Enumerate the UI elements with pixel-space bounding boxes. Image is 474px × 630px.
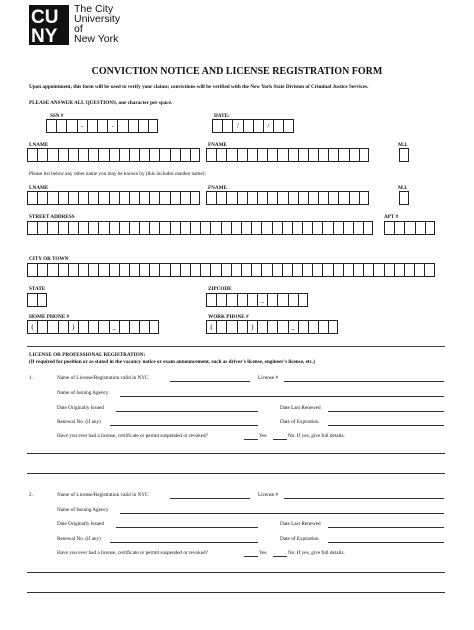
alt-lname-box[interactable] bbox=[149, 191, 159, 205]
street-box[interactable] bbox=[292, 221, 302, 235]
suspension-question: Have you ever had a license, certificate or permit suspended or revoked? bbox=[57, 433, 208, 439]
lname-box[interactable] bbox=[37, 148, 47, 162]
street-box[interactable] bbox=[322, 221, 332, 235]
zip-dash: _ bbox=[257, 293, 267, 307]
lname-box[interactable] bbox=[190, 148, 200, 162]
fname-box[interactable] bbox=[216, 148, 226, 162]
apt-box[interactable] bbox=[415, 221, 425, 235]
city-box[interactable] bbox=[58, 263, 68, 277]
last-renewed-field[interactable] bbox=[328, 411, 444, 412]
street-box[interactable] bbox=[88, 221, 98, 235]
issuing-agency-label: Name of Issuing Agency bbox=[57, 507, 109, 513]
work-phone-box[interactable] bbox=[318, 320, 328, 334]
date-box[interactable] bbox=[243, 119, 253, 133]
work-phone-box[interactable] bbox=[328, 320, 338, 334]
alt-fname-box[interactable] bbox=[308, 191, 318, 205]
street-box[interactable] bbox=[37, 221, 47, 235]
details-line[interactable] bbox=[27, 473, 445, 474]
work-phone-box[interactable] bbox=[298, 320, 308, 334]
street-box[interactable] bbox=[272, 221, 282, 235]
alt-mi-cell[interactable] bbox=[399, 191, 409, 205]
ssn-box[interactable] bbox=[66, 119, 76, 133]
date-box[interactable] bbox=[253, 119, 263, 133]
lname-box[interactable] bbox=[88, 148, 98, 162]
apt-boxes[interactable] bbox=[384, 221, 435, 235]
city-box[interactable] bbox=[322, 263, 332, 277]
license-heading: LICENSE OR PROFESSIONAL REGISTRATION: bbox=[29, 352, 146, 358]
work-phone-box[interactable] bbox=[257, 320, 267, 334]
university-line: University bbox=[74, 13, 121, 25]
alt-fname-box[interactable] bbox=[359, 191, 369, 205]
street-box[interactable] bbox=[190, 221, 200, 235]
state-label: STATE bbox=[29, 286, 46, 292]
issuing-agency-field[interactable] bbox=[120, 396, 444, 397]
date-issued-field[interactable] bbox=[116, 411, 258, 412]
details-line[interactable] bbox=[27, 592, 445, 593]
street-box[interactable] bbox=[353, 221, 363, 235]
home-phone-box[interactable] bbox=[98, 320, 108, 334]
home-phone-box[interactable] bbox=[129, 320, 139, 334]
zip-box[interactable] bbox=[288, 293, 298, 307]
city-box[interactable] bbox=[343, 263, 353, 277]
ssn-label: SSN # bbox=[50, 113, 64, 119]
zip-box[interactable] bbox=[237, 293, 247, 307]
home-phone-paren: ) bbox=[68, 320, 78, 334]
ssn-box[interactable] bbox=[138, 119, 148, 133]
home-phone-box[interactable] bbox=[119, 320, 129, 334]
street-box[interactable] bbox=[251, 221, 261, 235]
lname-boxes[interactable] bbox=[27, 148, 200, 162]
date-issued-label: Date Originally Issued bbox=[57, 405, 104, 411]
street-label: STREET ADDRESS bbox=[29, 214, 75, 220]
work-phone-dash: _ bbox=[288, 320, 298, 334]
street-box[interactable] bbox=[231, 221, 241, 235]
alt-fname-box[interactable] bbox=[226, 191, 236, 205]
home-phone-label: HOME PHONE # bbox=[29, 314, 70, 320]
city-box[interactable] bbox=[363, 263, 373, 277]
home-phone-box[interactable] bbox=[58, 320, 68, 334]
city-box[interactable] bbox=[78, 263, 88, 277]
street-box[interactable] bbox=[109, 221, 119, 235]
fname-box[interactable] bbox=[318, 148, 328, 162]
city-box[interactable] bbox=[149, 263, 159, 277]
details-line[interactable] bbox=[27, 453, 445, 454]
apt-box[interactable] bbox=[394, 221, 404, 235]
university-line: of bbox=[74, 23, 83, 35]
alt-lname-box[interactable] bbox=[47, 191, 57, 205]
expiration-label: Date of Expiration bbox=[280, 536, 319, 542]
home-phone-dash: _ bbox=[109, 320, 119, 334]
lname-box[interactable] bbox=[27, 148, 37, 162]
street-box[interactable] bbox=[343, 221, 353, 235]
alt-fname-box[interactable] bbox=[247, 191, 257, 205]
last-renewed-field[interactable] bbox=[328, 527, 444, 528]
alt-lname-box[interactable] bbox=[119, 191, 129, 205]
alt-fname-box[interactable] bbox=[206, 191, 216, 205]
alt-fname-box[interactable] bbox=[298, 191, 308, 205]
street-box[interactable] bbox=[47, 221, 57, 235]
zip-box[interactable] bbox=[267, 293, 277, 307]
street-box[interactable] bbox=[210, 221, 220, 235]
city-box[interactable] bbox=[241, 263, 251, 277]
alt-lname-box[interactable] bbox=[129, 191, 139, 205]
zip-box[interactable] bbox=[298, 293, 308, 307]
license-name-field[interactable] bbox=[170, 381, 250, 382]
work-phone-label: WORK PHONE # bbox=[208, 314, 249, 320]
alt-fname-boxes[interactable] bbox=[206, 191, 369, 205]
home-phone-paren: ( bbox=[27, 320, 37, 334]
alt-fname-box[interactable] bbox=[277, 191, 287, 205]
state-box[interactable] bbox=[27, 293, 37, 307]
ssn-boxes[interactable] bbox=[46, 119, 158, 133]
renewal-field[interactable] bbox=[110, 542, 258, 543]
alt-lname-box[interactable] bbox=[27, 191, 37, 205]
alt-lname-box[interactable] bbox=[139, 191, 149, 205]
date-box[interactable] bbox=[222, 119, 232, 133]
alt-fname-box[interactable] bbox=[216, 191, 226, 205]
notice-text: Upon appointment, this form will be used to verify your claims; convictions will be verified with the New York State Division of Criminal Justice Services. bbox=[29, 84, 369, 90]
city-label: CITY OR TOWN bbox=[29, 256, 69, 262]
lname-box[interactable] bbox=[119, 148, 129, 162]
alt-mi-box[interactable] bbox=[399, 191, 409, 205]
section-divider bbox=[27, 346, 445, 347]
work-phone-box[interactable] bbox=[308, 320, 318, 334]
alt-lname-box[interactable] bbox=[37, 191, 47, 205]
work-phone-boxes[interactable] bbox=[206, 320, 338, 334]
lname-box[interactable] bbox=[47, 148, 57, 162]
lname-box[interactable] bbox=[129, 148, 139, 162]
home-phone-box[interactable] bbox=[88, 320, 98, 334]
university-name bbox=[74, 4, 120, 44]
street-box[interactable] bbox=[312, 221, 322, 235]
svg-text:NY: NY bbox=[31, 26, 58, 45]
mi-cell[interactable] bbox=[399, 148, 409, 162]
city-box[interactable] bbox=[68, 263, 78, 277]
zip-box[interactable] bbox=[247, 293, 257, 307]
zip-box[interactable] bbox=[206, 293, 216, 307]
date-box[interactable] bbox=[273, 119, 283, 133]
alt-lname-boxes[interactable] bbox=[27, 191, 200, 205]
alt-fname-box[interactable] bbox=[349, 191, 359, 205]
lname-box[interactable] bbox=[109, 148, 119, 162]
home-phone-box[interactable] bbox=[37, 320, 47, 334]
lname-box[interactable] bbox=[159, 148, 169, 162]
issuing-agency-field[interactable] bbox=[120, 513, 444, 514]
zip-boxes[interactable] bbox=[206, 293, 308, 307]
renewal-label: Renewal No. (if any) bbox=[57, 419, 101, 425]
city-box[interactable] bbox=[394, 263, 404, 277]
street-box[interactable] bbox=[139, 221, 149, 235]
city-box[interactable] bbox=[272, 263, 282, 277]
fname-box[interactable] bbox=[277, 148, 287, 162]
ssn-box[interactable] bbox=[46, 119, 56, 133]
city-box[interactable] bbox=[353, 263, 363, 277]
license-number-label: License # bbox=[258, 492, 279, 498]
license-number-field[interactable] bbox=[284, 381, 444, 382]
no-details-label: No. If yes, give full details. bbox=[288, 433, 345, 439]
entry-number: 2. bbox=[29, 492, 33, 498]
form-title: CONVICTION NOTICE AND LICENSE REGISTRATION FORM bbox=[91, 66, 383, 77]
alt-lname-label: LNAME bbox=[29, 185, 49, 191]
instruction-text: PLEASE ANSWER ALL QUESTIONS, one character per space. bbox=[29, 100, 173, 106]
no-field[interactable] bbox=[273, 439, 287, 440]
work-phone-box[interactable] bbox=[226, 320, 236, 334]
city-box[interactable] bbox=[292, 263, 302, 277]
fname-boxes[interactable] bbox=[206, 148, 369, 162]
state-boxes[interactable] bbox=[27, 293, 47, 307]
yes-field[interactable] bbox=[244, 439, 258, 440]
license-number-label: License # bbox=[258, 375, 279, 381]
lname-box[interactable] bbox=[68, 148, 78, 162]
street-box[interactable] bbox=[241, 221, 251, 235]
ssn-box[interactable] bbox=[87, 119, 97, 133]
alt-lname-box[interactable] bbox=[98, 191, 108, 205]
city-box[interactable] bbox=[88, 263, 98, 277]
lname-box[interactable] bbox=[180, 148, 190, 162]
city-box[interactable] bbox=[170, 263, 180, 277]
street-box[interactable] bbox=[261, 221, 271, 235]
city-box[interactable] bbox=[139, 263, 149, 277]
city-box[interactable] bbox=[119, 263, 129, 277]
fname-label: FNAME bbox=[208, 142, 228, 148]
work-phone-paren: ( bbox=[206, 320, 216, 334]
fname-box[interactable] bbox=[288, 148, 298, 162]
alt-fname-box[interactable] bbox=[328, 191, 338, 205]
ssn-dash: - bbox=[107, 119, 117, 133]
home-phone-box[interactable] bbox=[47, 320, 57, 334]
date-issued-field[interactable] bbox=[116, 527, 258, 528]
license-name-label: Name of License/Registration valid in NYC bbox=[57, 492, 149, 498]
cuny-logo-mark bbox=[29, 5, 69, 45]
alt-lname-box[interactable] bbox=[109, 191, 119, 205]
city-box[interactable] bbox=[210, 263, 220, 277]
fname-box[interactable] bbox=[298, 148, 308, 162]
alt-lname-box[interactable] bbox=[88, 191, 98, 205]
alt-fname-box[interactable] bbox=[288, 191, 298, 205]
license-number-field[interactable] bbox=[284, 498, 444, 499]
street-boxes[interactable] bbox=[27, 221, 373, 235]
lname-label: LNAME bbox=[29, 142, 49, 148]
street-box[interactable] bbox=[282, 221, 292, 235]
city-box[interactable] bbox=[373, 263, 383, 277]
city-box[interactable] bbox=[180, 263, 190, 277]
ssn-box[interactable] bbox=[148, 119, 158, 133]
alt-fname-box[interactable] bbox=[237, 191, 247, 205]
city-box[interactable] bbox=[190, 263, 200, 277]
street-box[interactable] bbox=[200, 221, 210, 235]
license-name-field[interactable] bbox=[170, 498, 250, 499]
university-line: New York bbox=[74, 33, 119, 45]
yes-field[interactable] bbox=[244, 556, 258, 557]
issuing-agency-label: Name of Issuing Agency bbox=[57, 390, 109, 396]
street-box[interactable] bbox=[363, 221, 373, 235]
street-box[interactable] bbox=[119, 221, 129, 235]
date-slash: / bbox=[232, 119, 242, 133]
lname-box[interactable] bbox=[98, 148, 108, 162]
apt-label: APT # bbox=[384, 214, 399, 220]
alt-lname-box[interactable] bbox=[190, 191, 200, 205]
license-name-label: Name of License/Registration valid in NYC bbox=[57, 375, 149, 381]
city-box[interactable] bbox=[47, 263, 57, 277]
home-phone-box[interactable] bbox=[78, 320, 88, 334]
work-phone-box[interactable] bbox=[216, 320, 226, 334]
suspension-question: Have you ever had a license, certificate or permit suspended or revoked? bbox=[57, 550, 208, 556]
fname-box[interactable] bbox=[226, 148, 236, 162]
apt-box[interactable] bbox=[425, 221, 435, 235]
other-names-text: Please list below any other name you may be known by (this includes maiden name): bbox=[29, 171, 206, 177]
fname-box[interactable] bbox=[328, 148, 338, 162]
city-box[interactable] bbox=[384, 263, 394, 277]
work-phone-paren: ) bbox=[247, 320, 257, 334]
lname-box[interactable] bbox=[78, 148, 88, 162]
cuny-logo bbox=[29, 5, 69, 45]
lname-box[interactable] bbox=[149, 148, 159, 162]
date-issued-label: Date Originally Issued bbox=[57, 521, 104, 527]
city-box[interactable] bbox=[424, 263, 434, 277]
street-box[interactable] bbox=[27, 221, 37, 235]
ssn-box[interactable] bbox=[128, 119, 138, 133]
street-box[interactable] bbox=[159, 221, 169, 235]
street-box[interactable] bbox=[68, 221, 78, 235]
city-box[interactable] bbox=[312, 263, 322, 277]
fname-box[interactable] bbox=[267, 148, 277, 162]
city-box[interactable] bbox=[109, 263, 119, 277]
alt-lname-box[interactable] bbox=[78, 191, 88, 205]
city-box[interactable] bbox=[37, 263, 47, 277]
state-box[interactable] bbox=[37, 293, 47, 307]
date-slash: / bbox=[263, 119, 273, 133]
fname-box[interactable] bbox=[308, 148, 318, 162]
fname-box[interactable] bbox=[237, 148, 247, 162]
alt-lname-box[interactable] bbox=[180, 191, 190, 205]
alt-mi-label: M.I. bbox=[398, 185, 408, 191]
fname-box[interactable] bbox=[349, 148, 359, 162]
fname-box[interactable] bbox=[206, 148, 216, 162]
alt-lname-box[interactable] bbox=[68, 191, 78, 205]
street-box[interactable] bbox=[129, 221, 139, 235]
zip-box[interactable] bbox=[216, 293, 226, 307]
fname-box[interactable] bbox=[247, 148, 257, 162]
svg-text:CU: CU bbox=[31, 7, 59, 28]
city-box[interactable] bbox=[98, 263, 108, 277]
home-phone-boxes[interactable] bbox=[27, 320, 159, 334]
street-box[interactable] bbox=[180, 221, 190, 235]
date-label: DATE: bbox=[214, 113, 230, 119]
expiration-field[interactable] bbox=[328, 542, 444, 543]
ssn-dash: - bbox=[77, 119, 87, 133]
home-phone-box[interactable] bbox=[149, 320, 159, 334]
alt-fname-box[interactable] bbox=[338, 191, 348, 205]
street-box[interactable] bbox=[149, 221, 159, 235]
zip-box[interactable] bbox=[277, 293, 287, 307]
expiration-label: Date of Expiration bbox=[280, 419, 319, 425]
yes-label: Yes bbox=[259, 433, 267, 439]
zip-label: ZIPCODE bbox=[208, 286, 232, 292]
city-box[interactable] bbox=[282, 263, 292, 277]
alt-fname-label: FNAME bbox=[208, 185, 228, 191]
lname-box[interactable] bbox=[58, 148, 68, 162]
entry-number: 1. bbox=[29, 375, 33, 381]
expiration-field[interactable] bbox=[328, 425, 444, 426]
details-line[interactable] bbox=[27, 572, 445, 573]
license-subheading: (If required for position or as stated in the vacancy notice or exam announcement, such as driver's license, engineer's license, etc.) bbox=[29, 359, 315, 365]
fname-box[interactable] bbox=[257, 148, 267, 162]
city-box[interactable] bbox=[261, 263, 271, 277]
street-box[interactable] bbox=[302, 221, 312, 235]
ssn-box[interactable] bbox=[117, 119, 127, 133]
city-box[interactable] bbox=[129, 263, 139, 277]
alt-fname-box[interactable] bbox=[257, 191, 267, 205]
no-field[interactable] bbox=[273, 556, 287, 557]
city-box[interactable] bbox=[414, 263, 424, 277]
fname-box[interactable] bbox=[338, 148, 348, 162]
apt-box[interactable] bbox=[404, 221, 414, 235]
work-phone-box[interactable] bbox=[237, 320, 247, 334]
street-box[interactable] bbox=[58, 221, 68, 235]
street-box[interactable] bbox=[333, 221, 343, 235]
city-box[interactable] bbox=[200, 263, 210, 277]
city-box[interactable] bbox=[251, 263, 261, 277]
alt-lname-box[interactable] bbox=[58, 191, 68, 205]
zip-box[interactable] bbox=[226, 293, 236, 307]
fname-box[interactable] bbox=[359, 148, 369, 162]
city-box[interactable] bbox=[159, 263, 169, 277]
city-box[interactable] bbox=[404, 263, 414, 277]
city-box[interactable] bbox=[221, 263, 231, 277]
no-details-label: No. If yes, give full details. bbox=[288, 550, 345, 556]
alt-lname-box[interactable] bbox=[159, 191, 169, 205]
renewal-label: Renewal No. (if any) bbox=[57, 536, 101, 542]
mi-label: M.I. bbox=[398, 142, 408, 148]
alt-fname-box[interactable] bbox=[318, 191, 328, 205]
street-box[interactable] bbox=[98, 221, 108, 235]
last-renewed-label: Date Last Renewed bbox=[280, 521, 321, 527]
mi-box[interactable] bbox=[399, 148, 409, 162]
street-box[interactable] bbox=[221, 221, 231, 235]
city-box[interactable] bbox=[333, 263, 343, 277]
apt-box[interactable] bbox=[384, 221, 394, 235]
city-box[interactable] bbox=[27, 263, 37, 277]
home-phone-box[interactable] bbox=[139, 320, 149, 334]
date-box[interactable] bbox=[283, 119, 293, 133]
date-box[interactable] bbox=[212, 119, 222, 133]
lname-box[interactable] bbox=[139, 148, 149, 162]
university-line: The City bbox=[74, 3, 114, 15]
work-phone-box[interactable] bbox=[277, 320, 287, 334]
renewal-field[interactable] bbox=[110, 425, 258, 426]
alt-lname-box[interactable] bbox=[170, 191, 180, 205]
city-box[interactable] bbox=[302, 263, 312, 277]
last-renewed-label: Date Last Renewed bbox=[280, 405, 321, 411]
date-boxes[interactable] bbox=[212, 119, 294, 133]
city-boxes[interactable] bbox=[27, 263, 435, 277]
work-phone-box[interactable] bbox=[267, 320, 277, 334]
city-box[interactable] bbox=[231, 263, 241, 277]
ssn-box[interactable] bbox=[97, 119, 107, 133]
yes-label: Yes bbox=[259, 550, 267, 556]
street-box[interactable] bbox=[170, 221, 180, 235]
alt-fname-box[interactable] bbox=[267, 191, 277, 205]
ssn-box[interactable] bbox=[56, 119, 66, 133]
lname-box[interactable] bbox=[170, 148, 180, 162]
street-box[interactable] bbox=[78, 221, 88, 235]
